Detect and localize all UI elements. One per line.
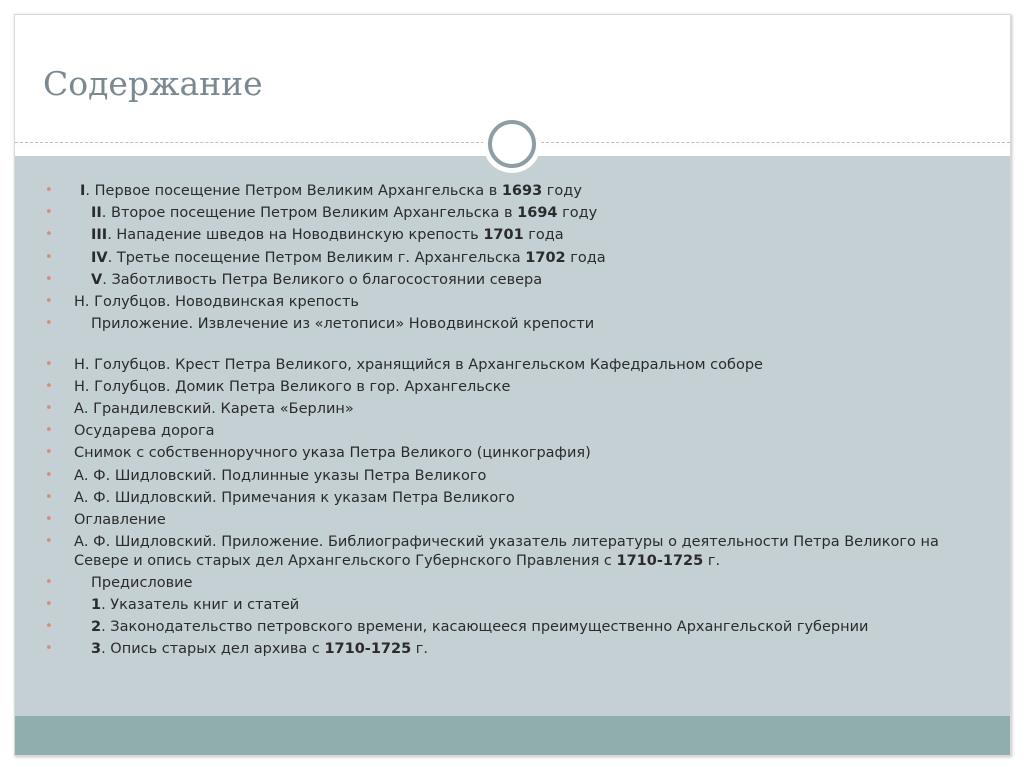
toc-item-10: • А. Грандилевский. Карета «Берлин» [45, 400, 985, 419]
toc-item-7: • Приложение. Извлечение из «летописи» Новодвинской крепости [45, 315, 985, 334]
footer-band [15, 716, 1010, 755]
toc-item-18: • 1. Указатель книг и статей [45, 596, 985, 615]
toc-item-13: • А. Ф. Шидловский. Подлинные указы Петра Великого [45, 467, 985, 486]
toc-item-14: • А. Ф. Шидловский. Примечания к указам Петра Великого [45, 489, 985, 508]
toc-item-19: • 2. Законодательство петровского времени, касающееся преимущественно Архангельской губернии [45, 618, 985, 637]
toc-item-20: • 3. Опись старых дел архива с 1710-1725 г. [45, 640, 985, 659]
toc-item-15: • Оглавление [45, 511, 985, 530]
toc-item-4: • IV. Третье посещение Петром Великим г. Архангельска 1702 года [45, 249, 985, 268]
toc-item-9: • Н. Голубцов. Домик Петра Великого в гор. Архангельске [45, 378, 985, 397]
circle-ring [488, 120, 536, 168]
toc-item-1: • I. Первое посещение Петром Великим Архангельска в 1693 году [45, 182, 985, 201]
toc-list [45, 182, 985, 663]
toc-item-17: • Предисловие [45, 574, 985, 593]
slide-title: Содержание [43, 64, 263, 103]
toc-item-5: • V. Заботливость Петра Великого о благосостоянии севера [45, 271, 985, 290]
toc-item-2: • II. Второе посещение Петром Великим Архангельска в 1694 году [45, 204, 985, 223]
toc-item-8: • Н. Голубцов. Крест Петра Великого, хранящийся в Архангельском Кафедральном соборе [45, 356, 985, 375]
toc-item-16: • А. Ф. Шидловский. Приложение. Библиографический указатель литературы о деятельности Петра Великого на Севере и опись старых дел Архангельского Губернского Правления с 1710-1725 г. [45, 533, 985, 570]
toc-item-11: • Осударева дорога [45, 422, 985, 441]
toc-item-12: • Снимок с собственноручного указа Петра Великого (цинкография) [45, 444, 985, 463]
toc-item-6: • Н. Голубцов. Новодвинская крепость [45, 293, 985, 312]
toc-item-3: • III. Нападение шведов на Новодвинскую крепость 1701 года [45, 226, 985, 245]
content-area [15, 156, 1010, 716]
slide [14, 14, 1011, 756]
circle-ornament-icon [483, 115, 541, 173]
